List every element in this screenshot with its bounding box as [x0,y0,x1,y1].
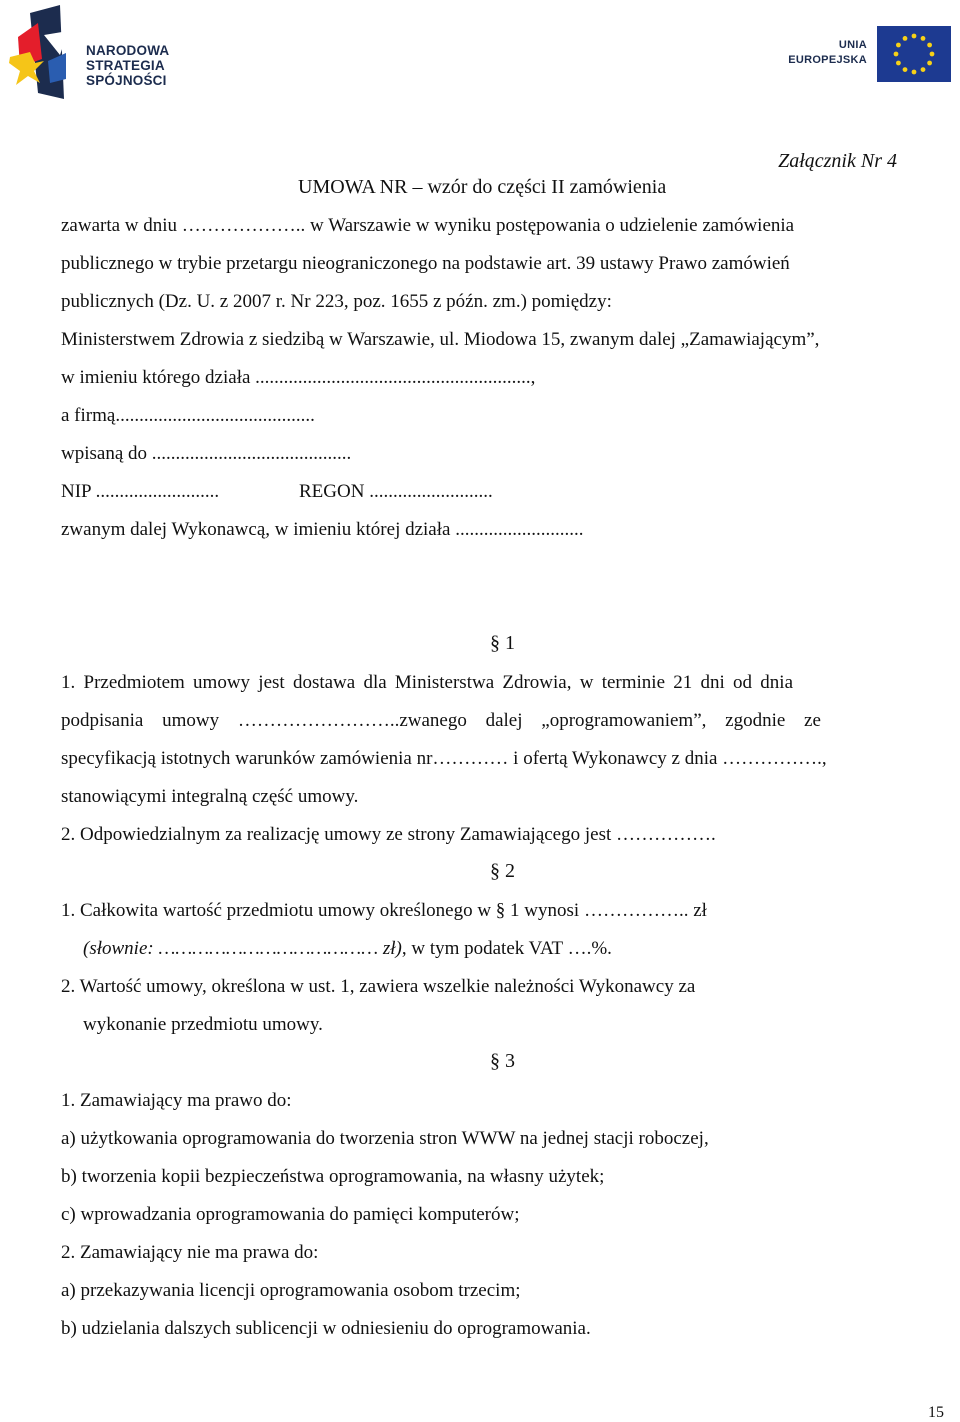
section-3-body [61,1082,945,1348]
narodowa-strategia-spojnosci-logo [8,5,248,100]
section-1-line: specyfikacją istotnych warunków zamówienia nr………… i ofertą Wykonawcy z dnia ……………., [61,748,827,769]
section-1-body [61,664,945,854]
section-1-line: stanowiącymi integralną część umowy. [61,786,359,807]
intro-line: Ministerstwem Zdrowia z siedzibą w Warszawie, ul. Miodowa 15, zwanym dalej „Zamawiającym”, [61,329,820,350]
intro-line: wpisaną do .......................................... [61,443,352,464]
logo-text-europejska: EUROPEJSKA [788,54,867,66]
section-3-line: c) wprowadzania oprogramowania do pamięci komputerów; [61,1204,520,1225]
section-3-line: b) udzielania dalszych sublicencji w odniesieniu do oprogramowania. [61,1318,591,1339]
section-2-line [61,930,945,968]
section-3-line: a) przekazywania licencji oprogramowania osobom trzecim; [61,1280,521,1301]
section-1-line: podpisania umowy ……………………..zwanego dalej „oprogramowaniem”, zgodnie ze [61,710,821,731]
page-number: 15 [928,1404,944,1421]
nip-regon-line [61,473,945,511]
section-2-line: wykonanie przedmiotu umowy. [83,1014,323,1035]
logo-text-strategia: STRATEGIA SPÓJNOŚCI [86,58,167,88]
intro-line: zawarta w dniu ……………….. w Warszawie w wyniku postępowania o udzielenie zamówienia [61,215,795,236]
page-header [0,0,960,110]
vat-text: , w tym podatek VAT ….%. [401,938,612,959]
section-3-heading: § 3 [490,1050,515,1072]
section-3-line: a) użytkowania oprogramowania do tworzenia stron WWW na jednej stacji roboczej, [61,1128,709,1149]
eu-flag-icon [877,26,951,82]
intro-line: publicznych (Dz. U. z 2007 r. Nr 223, poz. 1655 z późn. zm.) pomiędzy: [61,291,612,312]
logo-text-unia: UNIA [838,39,867,51]
section-1-heading: § 1 [490,632,515,654]
logo-text-narodowa: NARODOWA [86,43,170,58]
section-2-body [61,892,945,1044]
section-3-line: b) tworzenia kopii bezpieczeństwa oprogramowania, na własny użytek; [61,1166,605,1187]
intro-line: w imieniu którego działa .........................................................., [61,367,536,388]
intro-line: a firmą.......................................... [61,405,315,426]
intro-paragraph [61,207,945,549]
regon-field: REGON .......................... [299,481,493,502]
unia-europejska-logo [782,24,952,84]
section-2-line: 1. Całkowita wartość przedmiotu umowy określonego w § 1 wynosi …………….. zł [61,900,707,921]
section-2-line: 2. Wartość umowy, określona w ust. 1, zawiera wszelkie należności Wykonawcy za [61,976,696,997]
intro-line: publicznego w trybie przetargu nieograniczonego na podstawie art. 39 ustawy Prawo zamówień [61,253,790,274]
amount-in-words: (słownie: ………………………………… zł) [83,938,402,959]
section-2-heading: § 2 [490,860,515,882]
intro-line: zwanym dalej Wykonawcą, w imieniu której działa ........................... [61,519,584,540]
section-3-line: 2. Zamawiający nie ma prawa do: [61,1242,319,1263]
section-1-line: 1. Przedmiotem umowy jest dostawa dla Ministerstwa Zdrowia, w terminie 21 dni od dnia [61,672,794,693]
document-title: UMOWA NR – wzór do części II zamówienia [298,176,667,198]
annex-label: Załącznik Nr 4 [778,150,897,172]
section-3-line: 1. Zamawiający ma prawo do: [61,1090,292,1111]
section-1-line: 2. Odpowiedzialnym za realizację umowy ze strony Zamawiającego jest ……………. [61,824,716,845]
nip-field: NIP .......................... [61,481,220,502]
nss-emblem-icon [8,5,78,100]
